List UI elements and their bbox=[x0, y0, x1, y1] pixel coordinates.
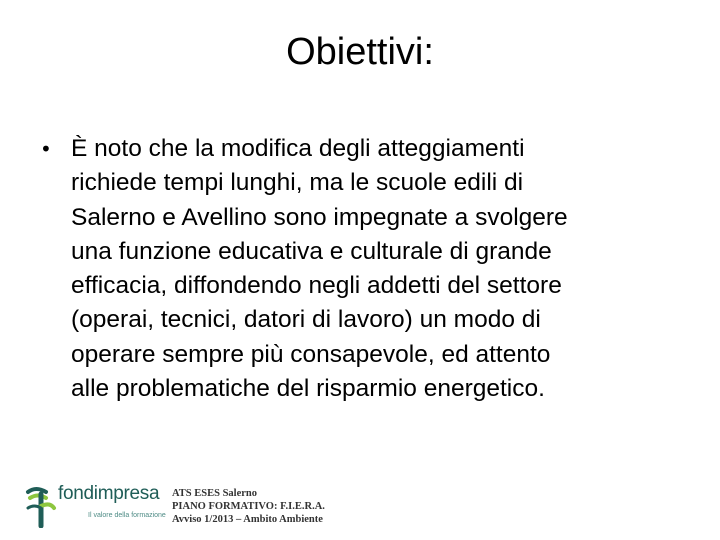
paragraph-line: alle problematiche del risparmio energetico. bbox=[71, 375, 545, 403]
paragraph-line: (operai, tecnici, datori di lavoro) un modo di bbox=[71, 306, 541, 334]
fondimpresa-logo bbox=[22, 480, 182, 530]
project-info-line: ATS ESES Salerno bbox=[172, 488, 257, 499]
project-info-line: Avviso 1/2013 – Ambito Ambiente bbox=[172, 514, 323, 525]
paragraph-line: efficacia, diffondendo negli addetti del settore bbox=[71, 272, 562, 300]
logo-tagline: Il valore della formazione bbox=[88, 512, 166, 519]
slide-title: Obiettivi: bbox=[286, 31, 434, 73]
project-info-line: PIANO FORMATIVO: F.I.E.R.A. bbox=[172, 501, 325, 512]
paragraph-line: una funzione educativa e culturale di grande bbox=[71, 237, 552, 265]
bullet-icon: • bbox=[40, 137, 52, 161]
paragraph-line: operare sempre più consapevole, ed attento bbox=[71, 340, 551, 368]
paragraph-line: È noto che la modifica degli atteggiamenti bbox=[71, 135, 525, 162]
logo-wordmark: fondimpresa bbox=[58, 483, 160, 504]
paragraph-line: Salerno e Avellino sono impegnate a svolgere bbox=[71, 203, 568, 231]
footer bbox=[22, 480, 382, 530]
paragraph-text bbox=[71, 132, 691, 406]
project-info bbox=[172, 487, 325, 526]
paragraph-line: richiede tempi lunghi, ma le scuole edili di bbox=[71, 169, 524, 197]
